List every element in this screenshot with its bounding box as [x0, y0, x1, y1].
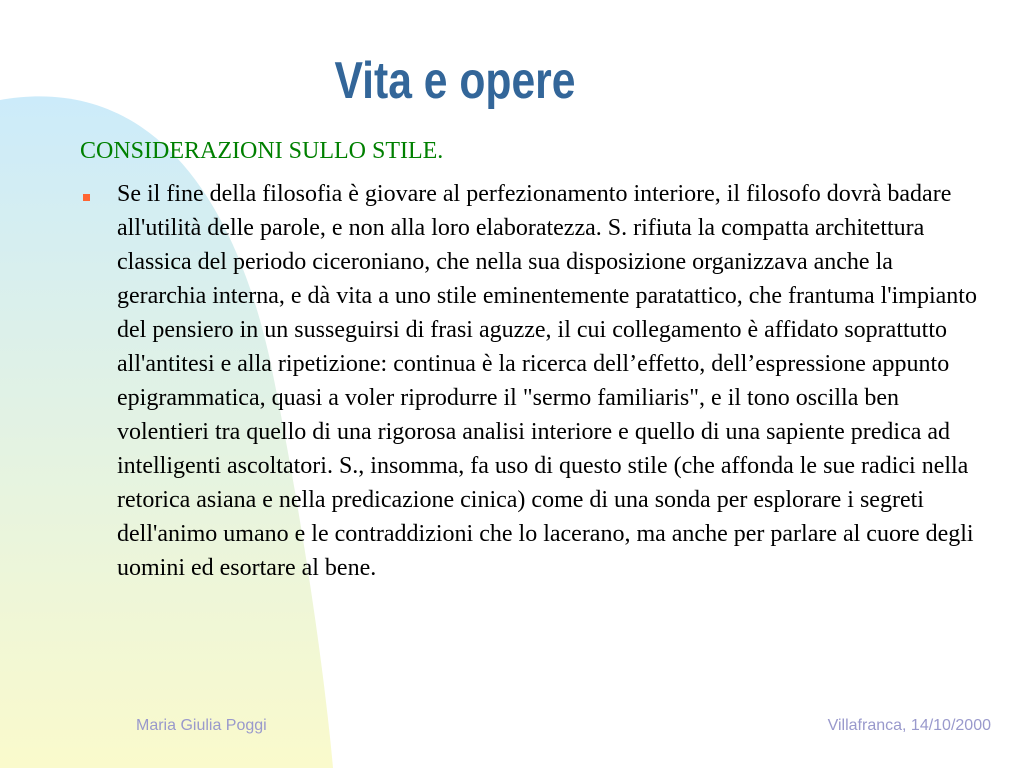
- section-heading: CONSIDERAZIONI SULLO STILE.: [80, 138, 444, 164]
- square-bullet-icon: [83, 194, 90, 201]
- footer-place-date: Villafranca, 14/10/2000: [827, 717, 991, 734]
- footer-author: Maria Giulia Poggi: [136, 717, 267, 734]
- slide-title: Vita e opere: [334, 52, 576, 110]
- bullet-text: Se il fine della filosofia è giovare al perfezionamento interiore, il filosofo dovrà badare all'utilità delle parole, e non alla loro elaboratezza. S. rifiuta la compatta architettura classica del periodo ciceroniano, che nella sua disposizione organizzava anche la gerarchia interna, e dà vita a uno stile eminentemente paratattico, che frantuma l'impianto del pensiero in un susseguirsi di frasi aguzze, il cui collegamento è affidato soprattutto all'antitesi e alla ripetizione: continua è la ricerca dell’effetto, dell’espressione appunto epigrammatica, quasi a voler riprodurre il "sermo familiaris", e il tono oscilla ben volentieri tra quello di una rigorosa analisi interiore e quello di una sapiente predica ad intelligenti ascoltatori. S., insomma, fa uso di questo stile (che affonda le sue radici nella retorica asiana e nella predicazione cinica) come di una sonda per esplorare i segreti dell'animo umano e le contraddizioni che lo lacerano, ma anche per parlare al cuore degli uomini ed esortare al bene.: [117, 181, 977, 581]
